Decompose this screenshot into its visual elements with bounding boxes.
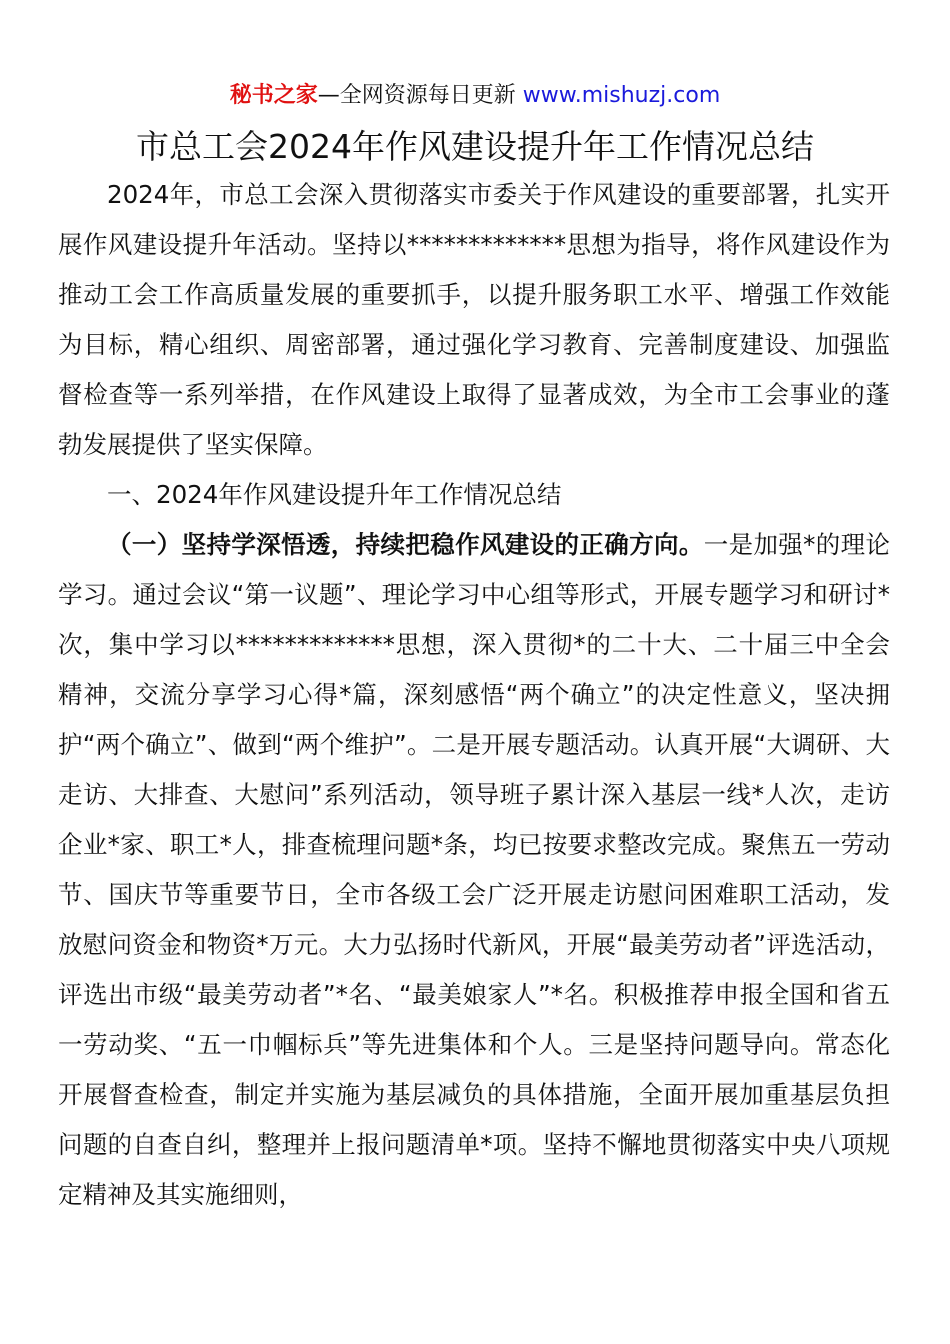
document-title: 市总工会2024年作风建设提升年工作情况总结 [136,127,814,166]
section-one-body: 一是加强*的理论学习。通过会议“第一议题”、理论学习中心组等形式，开展专题学习和研讨*次，集中学习以*************思想，深入贯彻*的二十大、二十届三中全会精神，交流分享学习心得*篇，深刻感悟“两个确立”的决定性意义，坚决拥护“两个确立”、做到“两个维护”。二是开展专题活动。认真开展“大调研、大走访、大排查、大慰问”系列活动，领导班子累计深入基层一线*人次，走访企业*家、职工*人，排查梳理问题*条，均已按要求整改完成。聚焦五一劳动节、国庆节等重要节日，全市各级工会广泛开展走访慰问困难职工活动，发放慰问资金和物资*万元。大力弘扬时代新风，开展“最美劳动者”评选活动，评选出市级“最美劳动者”*名、“最美娘家人”*名。积极推荐申报全国和省五一劳动奖、“五一巾帼标兵”等先进集体和个人。三是坚持问题导向。常态化开展督查检查，制定并实施为基层减负的具体措施，全面开展加重基层负担问题的自查自纠，整理并上报问题清单*项。坚持不懈地贯彻落实中央八项规定精神及其实施细则， [58,530,891,1209]
section-heading-one: 一、2024年作风建设提升年工作情况总结 [107,480,562,509]
site-url-link[interactable]: www.mishuzj.com [522,83,721,108]
site-tagline: —全网资源每日更新 [317,83,523,108]
site-name: 秘书之家 [229,83,318,108]
intro-paragraph: 2024年，市总工会深入贯彻落实市委关于作风建设的重要部署，扎实开展作风建设提升年活动。坚持以*************思想为指导，将作风建设作为推动工会工作高质量发展的重要抓手，以提升服务职工水平、增强工作效能为目标，精心组织、周密部署，通过强化学习教育、完善制度建设、加强监督检查等一系列举措，在作风建设上取得了显著成效，为全市工会事业的蓬勃发展提供了坚实保障。 [58,180,890,459]
section-one-paragraph [58,520,890,1220]
section-one-lead: （一）坚持学深悟透，持续把稳作风建设的正确方向。 [107,530,704,559]
site-header [0,80,950,112]
